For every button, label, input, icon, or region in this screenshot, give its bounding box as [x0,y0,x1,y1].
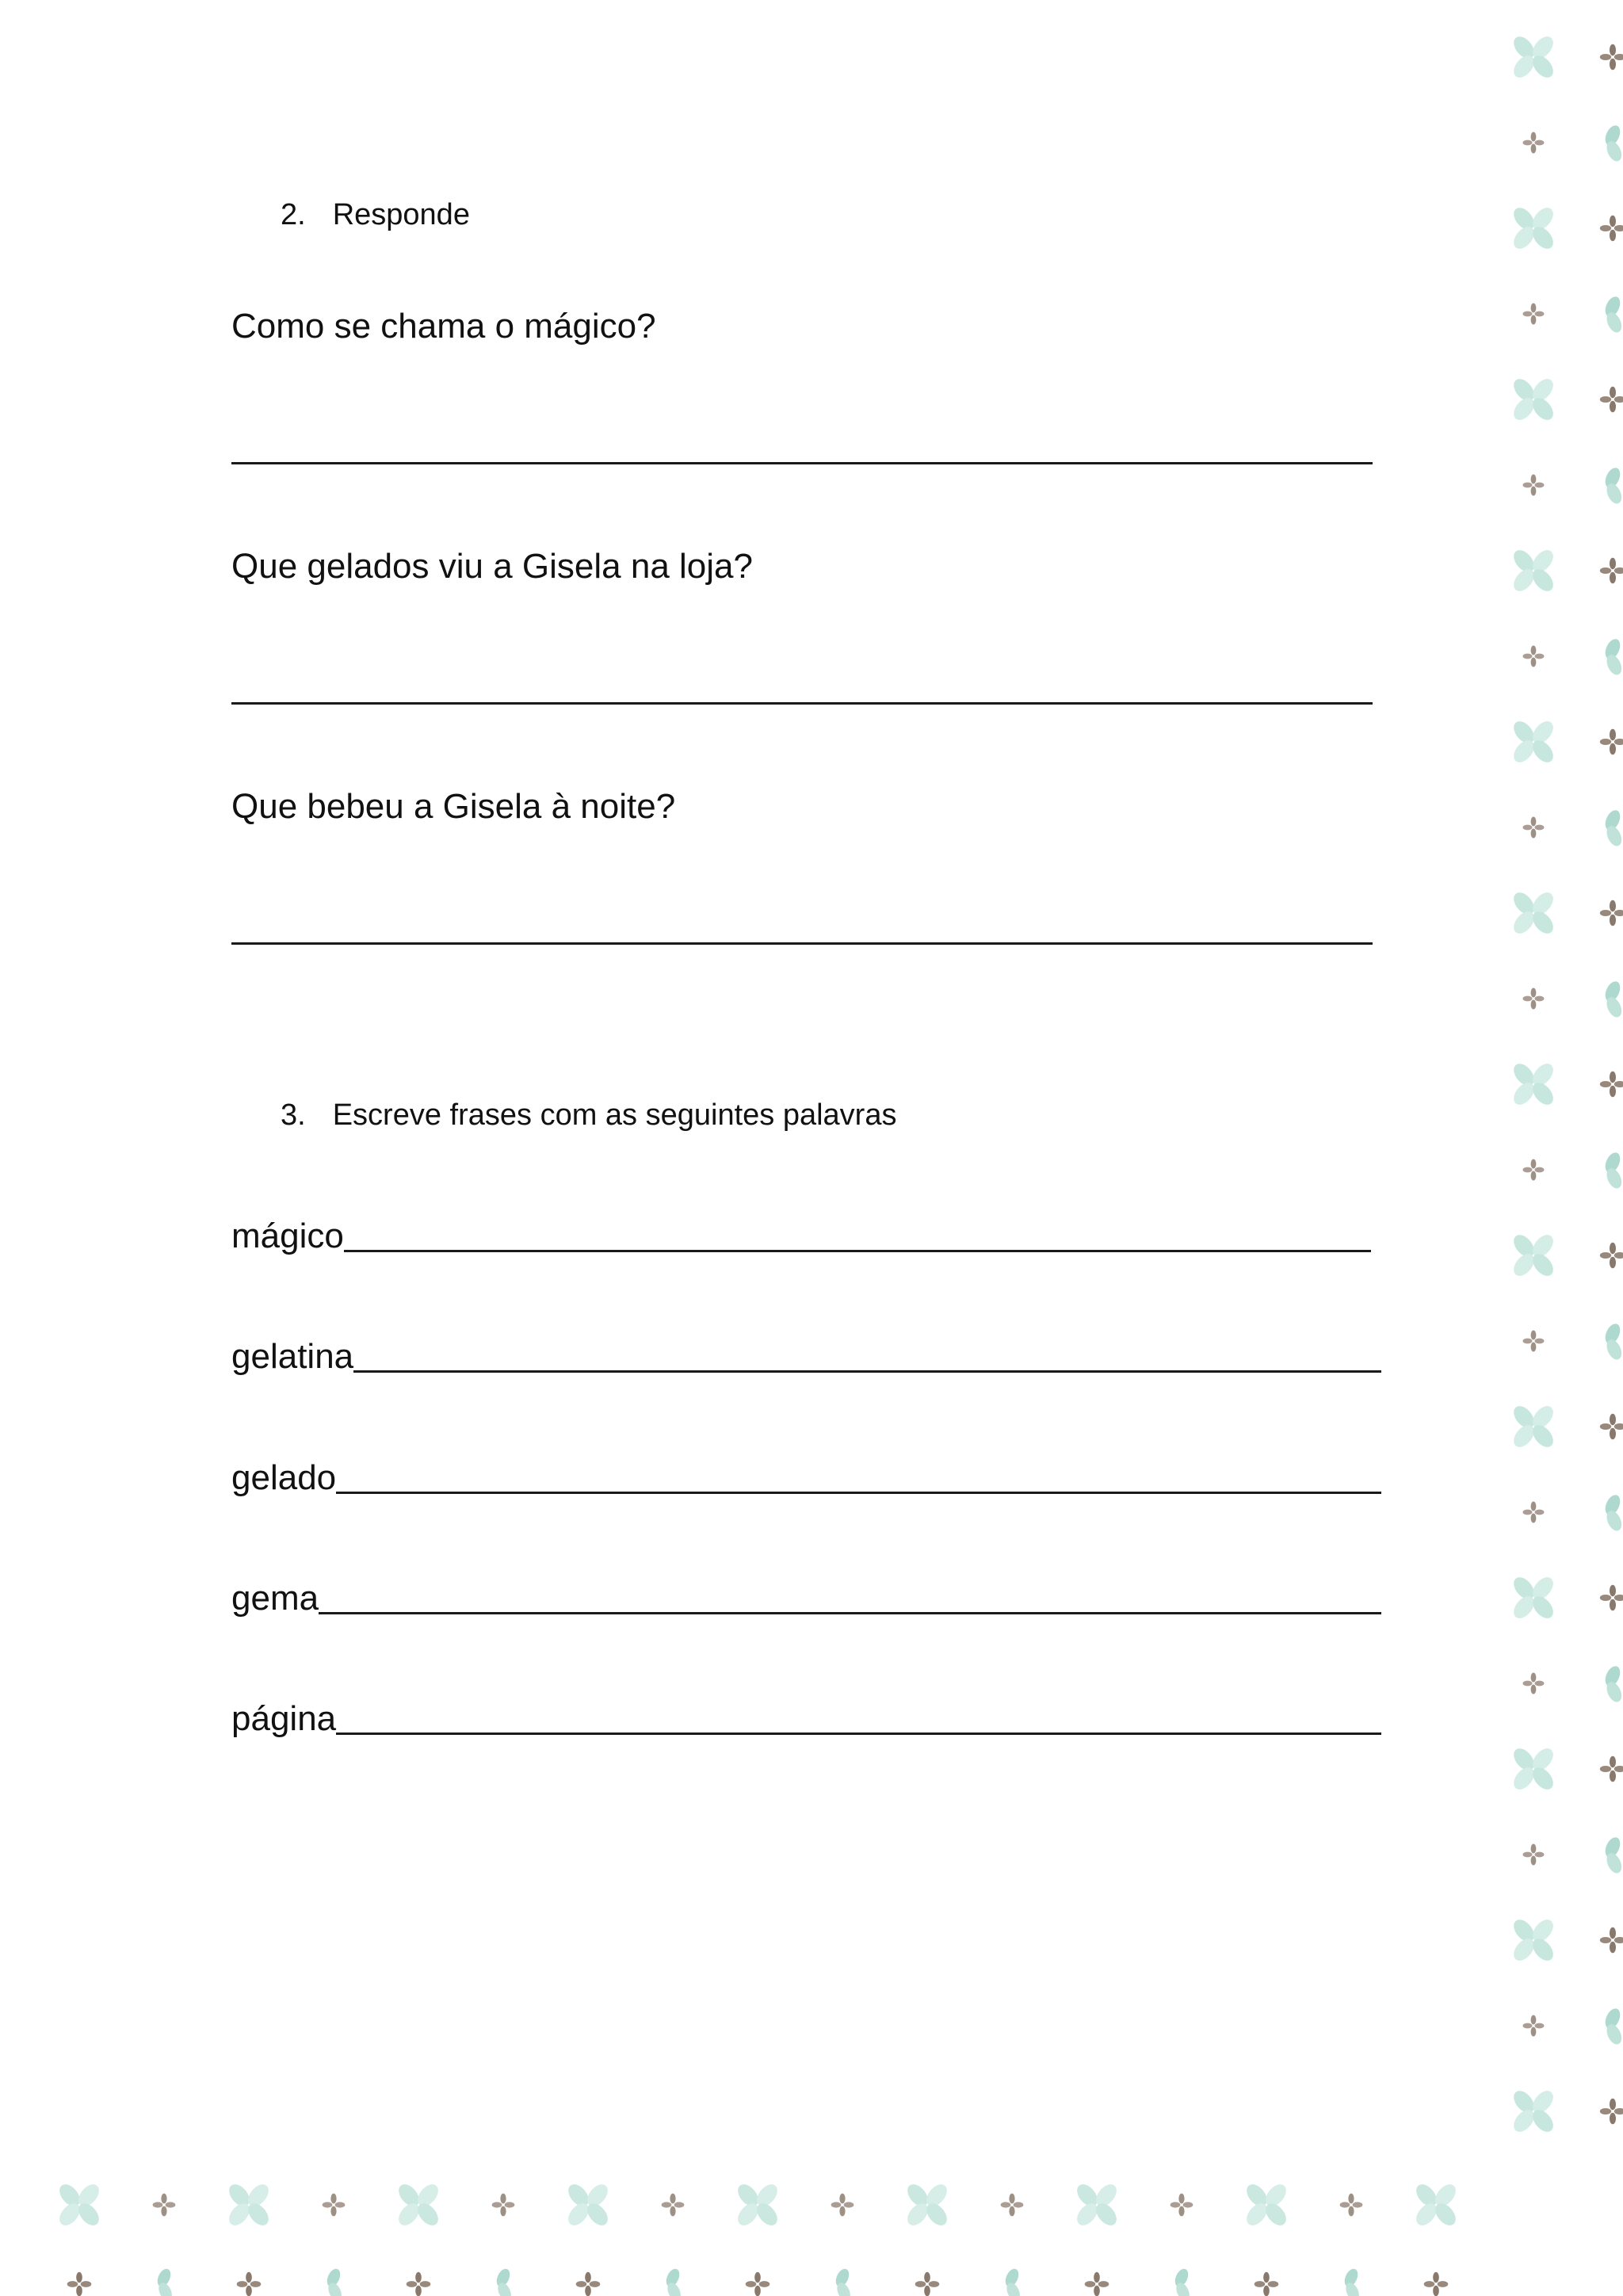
floral-motif-icon [395,2180,442,2229]
floral-motif-icon [576,2272,601,2296]
floral-motif-icon [1510,1916,1557,1964]
word-row-gelado[interactable] [231,1458,1381,1499]
floral-motif-icon [1424,2272,1449,2296]
sentence-line[interactable] [344,1250,1371,1252]
floral-motif-icon [1340,2194,1363,2217]
answer-line-3[interactable] [231,942,1373,945]
floral-motif-icon [1523,1159,1545,1181]
floral-motif-icon [494,2267,514,2296]
floral-motif-icon [915,2272,940,2296]
floral-motif-icon [55,2180,103,2229]
sentence-line[interactable] [353,1370,1381,1373]
floral-motif-icon [1602,1150,1623,1190]
floral-motif-icon [1523,988,1545,1010]
floral-motif-icon [1510,375,1557,423]
floral-motif-icon [1600,2099,1623,2124]
floral-motif-icon [1600,1414,1623,1439]
floral-motif-icon [1510,1060,1557,1108]
word-label: gelatina [231,1337,354,1376]
word-row-magico[interactable] [231,1219,1371,1257]
section-2-title: Responde [332,198,470,231]
sentence-line[interactable] [319,1612,1381,1614]
floral-motif-icon [324,2267,344,2296]
floral-motif-icon [1412,2180,1460,2229]
floral-motif-icon [1600,729,1623,755]
floral-motif-icon [1001,2194,1024,2217]
floral-motif-icon [1600,1927,1623,1953]
section-3-title: Escreve frases com as seguintes palavras [332,1098,897,1132]
word-row-gelatina[interactable] [231,1339,1381,1377]
floral-motif-icon [1600,1072,1623,1097]
floral-motif-icon [1002,2267,1022,2296]
floral-motif-icon [1342,2267,1361,2296]
floral-motif-icon [1085,2272,1109,2296]
decorative-border-right [1502,0,1623,2296]
floral-motif-icon [663,2267,683,2296]
floral-motif-icon [492,2194,515,2217]
section-2-heading [281,200,470,230]
floral-motif-icon [1510,204,1557,252]
floral-motif-icon [1510,546,1557,594]
sentence-line[interactable] [336,1492,1381,1494]
floral-motif-icon [1602,1835,1623,1875]
floral-motif-icon [903,2180,951,2229]
floral-motif-icon [734,2180,781,2229]
question-3: Que bebeu a Gisela à noite? [231,787,676,826]
floral-motif-icon [1600,387,1623,412]
floral-motif-icon [1523,2015,1545,2037]
floral-motif-icon [1602,808,1623,848]
section-3-heading [281,1100,896,1130]
question-1: Como se chama o mágico? [231,307,656,346]
floral-motif-icon [1243,2180,1290,2229]
floral-motif-icon [662,2194,685,2217]
word-label: gema [231,1579,319,1618]
floral-motif-icon [1600,558,1623,583]
word-row-gema[interactable] [231,1581,1381,1619]
floral-motif-icon [1602,123,1623,163]
floral-motif-icon [1510,1573,1557,1622]
floral-motif-icon [323,2194,346,2217]
decorative-border-bottom [0,2164,1623,2296]
floral-motif-icon [155,2267,174,2296]
word-label: mágico [231,1217,344,1255]
floral-motif-icon [1510,1402,1557,1450]
floral-motif-icon [1073,2180,1121,2229]
floral-motif-icon [1523,817,1545,839]
floral-motif-icon [153,2194,176,2217]
floral-motif-icon [1602,979,1623,1019]
floral-motif-icon [67,2272,92,2296]
floral-motif-icon [1600,900,1623,926]
floral-motif-icon [1170,2194,1193,2217]
floral-motif-icon [1510,32,1557,81]
floral-motif-icon [225,2180,273,2229]
section-3-number: 3. [281,1098,306,1132]
floral-motif-icon [1602,294,1623,334]
floral-motif-icon [1602,636,1623,677]
floral-motif-icon [564,2180,612,2229]
sentence-line[interactable] [336,1733,1381,1735]
floral-motif-icon [1523,132,1545,154]
answer-line-2[interactable] [231,702,1373,705]
answer-line-1[interactable] [231,462,1373,464]
floral-motif-icon [1600,1756,1623,1782]
floral-motif-icon [1510,1744,1557,1793]
floral-motif-icon [1523,646,1545,667]
floral-motif-icon [1602,2006,1623,2046]
floral-motif-icon [833,2267,853,2296]
word-label: gelado [231,1458,337,1497]
floral-motif-icon [1602,1664,1623,1704]
floral-motif-icon [1510,717,1557,766]
floral-motif-icon [1523,1844,1545,1866]
floral-motif-icon [831,2194,854,2217]
floral-motif-icon [1523,1502,1545,1523]
floral-motif-icon [407,2272,431,2296]
floral-motif-icon [1172,2267,1192,2296]
floral-motif-icon [1602,465,1623,506]
floral-motif-icon [1510,2087,1557,2135]
floral-motif-icon [1523,1673,1545,1694]
floral-motif-icon [1510,1231,1557,1279]
floral-motif-icon [1510,888,1557,937]
floral-motif-icon [1523,1331,1545,1352]
floral-motif-icon [1602,1492,1623,1533]
floral-motif-icon [1600,1243,1623,1268]
floral-motif-icon [1600,1585,1623,1610]
floral-motif-icon [1600,216,1623,241]
question-2: Que gelados viu a Gisela na loja? [231,547,753,586]
word-row-pagina[interactable] [231,1699,1381,1740]
section-2-number: 2. [281,198,306,231]
floral-motif-icon [1602,1321,1623,1362]
floral-motif-icon [1523,304,1545,325]
floral-motif-icon [1523,475,1545,496]
floral-motif-icon [746,2272,770,2296]
word-label: página [231,1699,337,1738]
floral-motif-icon [237,2272,262,2296]
floral-motif-icon [1254,2272,1279,2296]
floral-motif-icon [1600,44,1623,70]
